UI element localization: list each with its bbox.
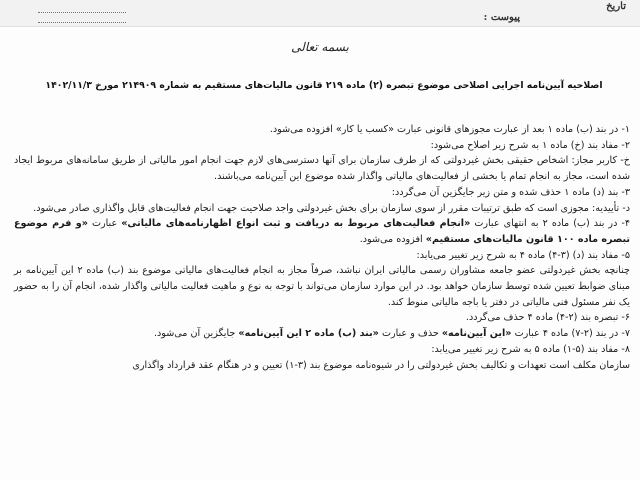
paragraph-definition-kh: خ- کاربر مجاز: اشخاص حقیقی بخش غیردولتی که از طرف سازمان برای آنها دسترسی‌های لازم جهت انجام امور مالیاتی از طریق سامانه‌های مربوط ایجاد شده است، مجاز به انجام تمام یا بخشی از فعالیت‌های مالیاتی واگذار شده موضوع این آیین‌نامه می‌باشند. xyxy=(14,155,630,183)
paragraph-definition-d: د- تأییدیه: مجوزی است که طبق ترتیبات مقرر از سوی سازمان برای بخش غیردولتی واجد صلاحیت جهت انجام فعالیت‌های قابل واگذاری صادر می‌شود. xyxy=(33,202,630,214)
paragraph-item-7-pre: ۷- در بند (۲-۷) ماده ۴ عبارت xyxy=(511,328,630,340)
paragraph-item-6: ۶- تبصره بند (۲-۴) ماده ۴ حذف می‌گردد. xyxy=(465,312,630,324)
paragraph-item-8-body: سازمان مکلف است تعهدات و تکالیف بخش غیردولتی را در شیوه‌نامه موضوع بند (۳-۱) تعیین و در هنگام عقد قرارداد واگذاری xyxy=(132,359,630,371)
paragraph-item-5: ۵- مفاد بند (د) (۳-۴) ماده ۴ به شرح زیر تغییر می‌یابد: xyxy=(416,249,630,261)
paragraph-item-7 xyxy=(14,326,630,342)
paragraph-item-4-bold-phrase: «انجام فعالیت‌های مربوط به دریافت و ثبت انواع اظهارنامه‌های مالیاتی» xyxy=(121,218,471,230)
paragraph-item-4-bold-addition: «و فرم موضوع تبصره ماده ۱۰۰ قانون مالیات‌های مستقیم» xyxy=(14,218,630,245)
paragraph-item-5-body: چنانچه بخش غیردولتی عضو جامعه مشاوران رسمی مالیاتی ایران نباشد، صرفاً مجاز به انجام فعالیت‌های مالیاتی موضوع بند (ب) ماده ۲ این آیین‌نامه بر مبنای ضوابط تعیین شده توسط سازمان خواهد بود. در این موارد سازمان می‌تواند با توجه به نوع و ماهیت فعالیت مالیاتی واگذار شده، انجام آن را به حضور یک نفر مسئول فنی مالیاتی در دفتر یا باجه مالیاتی منوط کند. xyxy=(14,265,630,308)
paragraph-item-4-pre: ۴- در بند (ب) ماده ۲ به انتهای عبارت xyxy=(470,218,631,230)
paragraph-item-1: ۱- در بند (ب) ماده ۱ بعد از عبارت مجوزهای قانونی عبارت «کسب یا کار» افزوده می‌شود. xyxy=(269,124,630,135)
invocation-heading: بسمه تعالی xyxy=(291,40,349,54)
paragraph-item-7-post: جایگزین آن می‌شود. xyxy=(153,328,239,340)
document-body xyxy=(14,122,630,373)
paragraph-item-7-mid: حذف و عبارت xyxy=(378,328,442,340)
paragraph-item-3: ۳- بند (د) ماده ۱ حذف شده و متن زیر جایگزین آن می‌گردد: xyxy=(391,186,630,198)
paragraph-item-2: ۲- مفاد بند (خ) ماده ۱ به شرح زیر اصلاح می‌شود: xyxy=(430,139,630,151)
date-fill-line xyxy=(38,12,126,13)
document-title: اصلاحیه آیین‌نامه اجرایی اصلاحی موضوع تبصره (۲) ماده ۲۱۹ قانون مالیات‌های مستقیم به شماره ۲۱۴۹۰۹ مورخ ۱۴۰۲/۱۱/۳ xyxy=(45,80,603,91)
attachment-label: پیوست : xyxy=(483,12,520,23)
attachment-fill-line xyxy=(38,22,126,23)
paragraph-item-7-bold-replacement: «بند (ب) ماده ۲ این آیین‌نامه» xyxy=(238,328,379,340)
paragraph-item-8: ۸- مفاد بند (۵-۱) ماده ۵ به شرح زیر تغییر می‌یابد: xyxy=(431,343,630,355)
paragraph-item-7-bold-removed: «این آیین‌نامه» xyxy=(441,328,512,340)
letterhead-strip xyxy=(0,0,640,27)
paragraph-item-4-post: افزوده می‌شود. xyxy=(359,233,426,245)
paragraph-item-4 xyxy=(14,216,630,247)
date-label: تاریخ xyxy=(606,1,626,12)
paragraph-item-4-mid: عبارت xyxy=(87,218,122,230)
